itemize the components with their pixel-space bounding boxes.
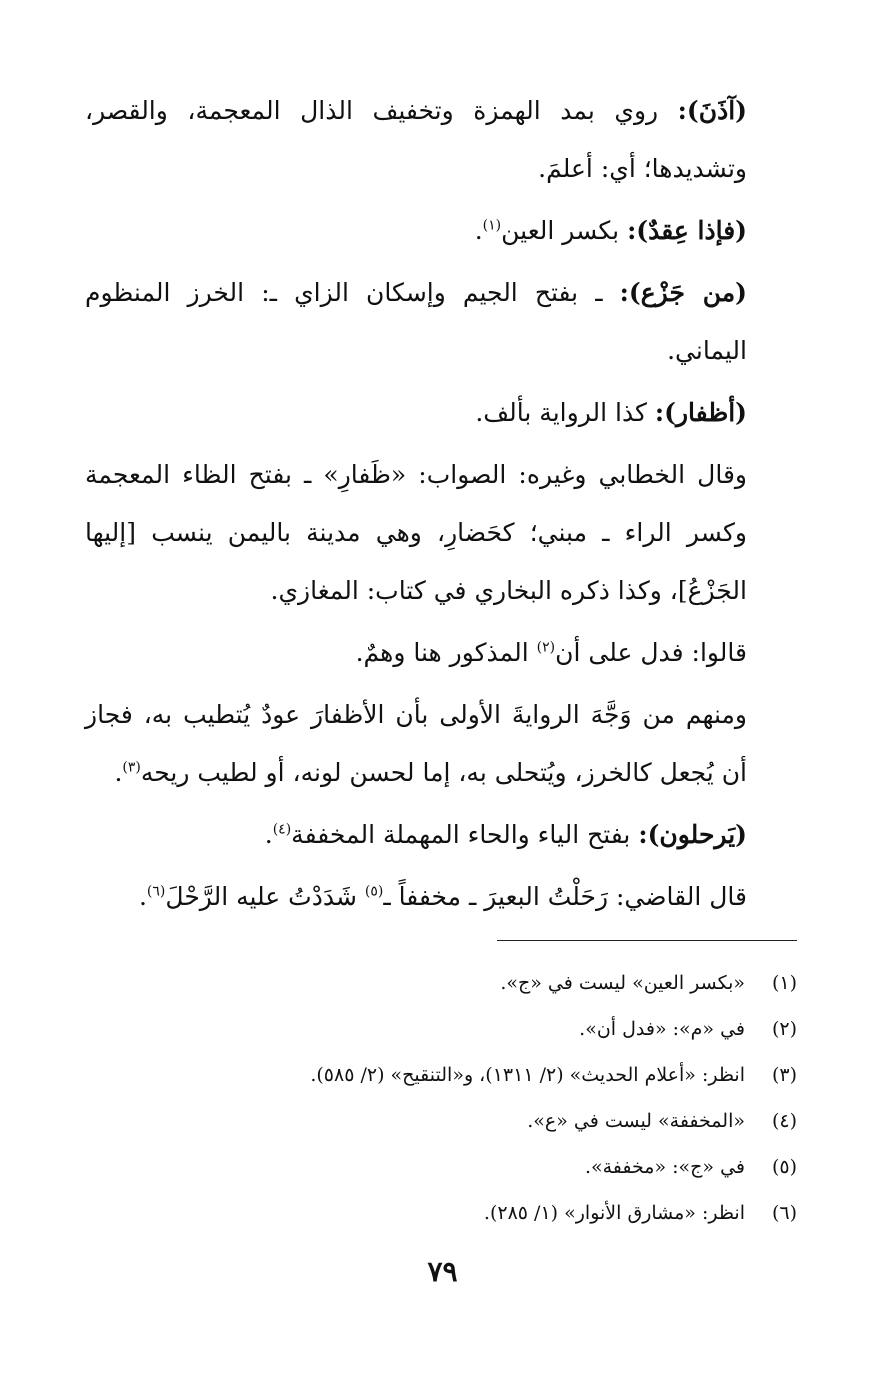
footnote-item (85, 1052, 797, 1098)
paragraph-azfar (85, 384, 797, 442)
footnote-divider (497, 940, 797, 941)
entry-heading: (آذَنَ): (677, 96, 747, 125)
entry-text: بفتح الياء والحاء المهملة المخففة (291, 820, 639, 849)
footnote-number: (٣) (771, 1064, 797, 1086)
footnote-number: (١) (771, 972, 797, 994)
footnote-text: انظر: «أعلام الحديث» (٢/ ١٣١١)، و«التنقيح» (٢/ ٥٨٥). (310, 1064, 745, 1086)
entry-text: ـ بفتح الجيم وإسكان الزاي ـ: الخرز المنظوم اليماني. (85, 278, 747, 365)
footnote-text: «المخففة» ليست في «ع». (527, 1110, 745, 1132)
paragraph-iqd (85, 202, 797, 260)
footnote-number: (٢) (771, 1018, 797, 1040)
footnote-number: (٦) (771, 1202, 797, 1224)
entry-text-after: . (474, 216, 483, 245)
entry-text: بكسر العين (501, 216, 628, 245)
entry-text: قال القاضي: رَحَلْتُ البعيرَ ـ مخففاً ـ (383, 882, 747, 911)
page-number: ٧٩ (427, 1255, 458, 1288)
entry-text-end: . (138, 882, 147, 911)
entry-text: ومنهم من وَجَّهَ الروايةَ الأولى بأن الأظفارَ عودٌ يُتطيب به، فجاز أن يُجعل كالخرز، ويُتحلى به، إما لحسن لونه، أو لطيب ريحه (85, 700, 747, 787)
footnote-item (85, 1144, 797, 1190)
footnote-item (85, 960, 797, 1006)
footnote-text: في «م»: «فدل أن». (579, 1018, 745, 1040)
entry-text-after: شَدَدْتُ عليه الرَّحْلَ (165, 882, 365, 911)
entry-text-after: . (264, 820, 273, 849)
footnote-ref: (٦) (146, 883, 166, 900)
footnotes (85, 960, 797, 1236)
paragraph-qadi (85, 868, 797, 926)
footnote-item (85, 1006, 797, 1052)
entry-heading: (أظفار): (654, 398, 747, 427)
footnote-text: «بكسر العين» ليست في «ج». (500, 972, 745, 994)
paragraph-qalu (85, 624, 797, 682)
paragraph-yarhalun (85, 806, 797, 864)
entry-heading: (من جَزْع): (619, 278, 747, 307)
entry-text-after: المذكور هنا وهمٌ. (355, 638, 537, 667)
main-text (85, 82, 797, 930)
footnote-text: انظر: «مشارق الأنوار» (١/ ٢٨٥). (483, 1202, 745, 1224)
entry-heading: (فإذا عِقدٌ): (627, 216, 747, 245)
footnote-item (85, 1098, 797, 1144)
entry-text: وقال الخطابي وغيره: الصواب: «ظَفارِ» ـ بفتح الظاء المعجمة وكسر الراء ـ مبني؛ كحَضارِ، وهي مدينة باليمن ينسب [إليها الجَزْعُ]، وكذا ذكره البخاري في كتاب: المغازي. (85, 460, 747, 605)
footnote-ref: (١) (482, 217, 502, 234)
paragraph-aadhana (85, 82, 797, 198)
footnote-text: في «ج»: «مخففة». (584, 1156, 745, 1178)
footnote-ref: (٣) (122, 759, 141, 776)
entry-text: روي بمد الهمزة وتخفيف الذال المعجمة، والقصر، وتشديدها؛ أي: أعلمَ. (85, 96, 747, 183)
footnote-number: (٤) (771, 1110, 797, 1132)
entry-text-after: . (114, 758, 123, 787)
paragraph-jaz (85, 264, 797, 380)
footnote-ref: (٤) (272, 821, 292, 838)
entry-heading: (يَرحلون): (638, 820, 747, 849)
footnote-ref: (٢) (536, 639, 556, 656)
entry-text: كذا الرواية بألف. (475, 398, 655, 427)
paragraph-wajjaha (85, 686, 797, 802)
footnote-number: (٥) (771, 1156, 797, 1178)
entry-text: قالوا: فدل على أن (555, 638, 747, 667)
paragraph-khattabi (85, 446, 797, 620)
footnote-ref: (٥) (364, 883, 384, 900)
footnote-item (85, 1190, 797, 1236)
